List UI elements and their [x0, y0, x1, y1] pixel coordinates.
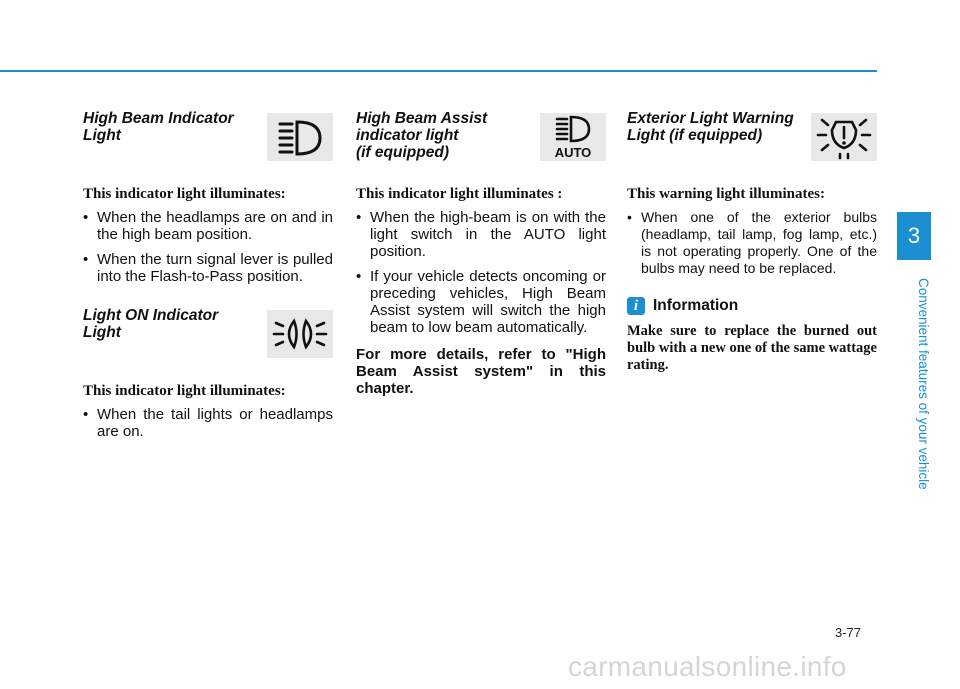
- bullet-list: [627, 209, 877, 277]
- high-beam-assist-icon: [540, 113, 606, 161]
- bullet-list: [83, 406, 333, 440]
- chapter-sidebar: [897, 212, 931, 494]
- exterior-light-warning-icon: [811, 113, 877, 161]
- section-title-high-beam-assist: High Beam Assist indicator light (if equipped): [356, 110, 488, 161]
- information-header: [627, 297, 877, 315]
- page-number: 3-77: [835, 625, 862, 640]
- list-item: • When the headlamps are on and in the high beam position.: [83, 209, 333, 243]
- chapter-title: Convenient features of your vehicle: [916, 278, 931, 490]
- information-icon: i: [627, 297, 645, 315]
- bullet-list: [356, 209, 606, 336]
- list-item: • When the tail lights or headlamps are on.: [83, 406, 333, 440]
- bullet-list: [83, 209, 333, 285]
- list-item: • If your vehicle detects oncoming or preceding vehicles, High Beam Assist system will switch the high beam to low beam automatically.: [356, 268, 606, 336]
- column-3: [627, 110, 877, 374]
- auto-label: AUTO: [554, 145, 592, 160]
- lead-text: This indicator light illuminates:: [83, 186, 286, 202]
- top-rule: [0, 70, 877, 72]
- section-header-exterior-light: [627, 110, 877, 162]
- information-title: Information: [653, 297, 739, 314]
- column-1: [83, 110, 333, 448]
- information-body: Make sure to replace the burned out bulb with a new one of the same wattage rating.: [627, 323, 877, 373]
- list-item: • When the high-beam is on with the light switch in the AUTO light position.: [356, 209, 606, 260]
- section-title-exterior-light: Exterior Light Warning Light (if equipped): [627, 110, 794, 144]
- high-beam-icon: [267, 113, 333, 161]
- column-2: [356, 110, 606, 397]
- section-title-light-on: Light ON Indicator Light: [83, 307, 219, 341]
- reference-note: For more details, refer to "High Beam Assist system" in this chapter.: [356, 346, 606, 397]
- section-header-high-beam: [83, 110, 333, 162]
- section-title-high-beam: High Beam Indicator Light: [83, 110, 234, 144]
- footer-watermark: carmanualsonline.info: [568, 651, 847, 682]
- lead-text: This warning light illuminates:: [627, 186, 825, 202]
- lead-text: This indicator light illuminates:: [83, 383, 286, 399]
- section-header-light-on: [83, 307, 333, 359]
- lead-text: This indicator light illuminates :: [356, 186, 563, 202]
- list-item: • When the turn signal lever is pulled into the Flash-to-Pass position.: [83, 251, 333, 285]
- light-on-icon: [267, 310, 333, 358]
- chapter-number: 3: [897, 212, 931, 260]
- section-header-high-beam-assist: [356, 110, 606, 162]
- list-item: • When one of the exterior bulbs (headlamp, tail lamp, fog lamp, etc.) is not operating properly. One of the bulbs may need to be replaced.: [627, 209, 877, 277]
